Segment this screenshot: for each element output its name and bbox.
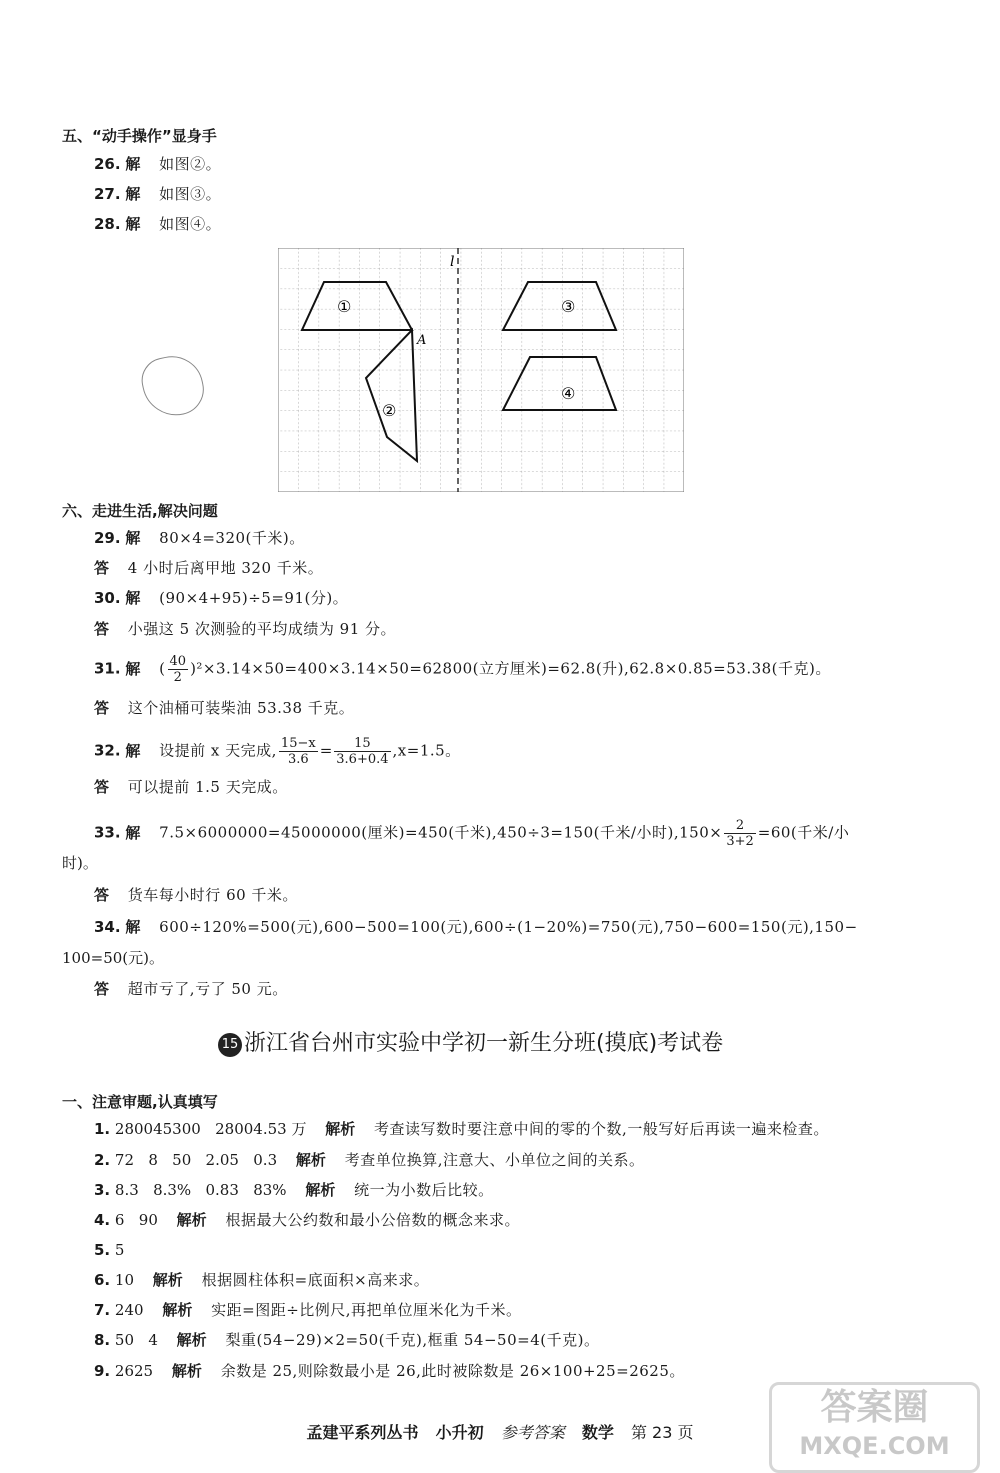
- watermark-url: MXQE.COM: [799, 1432, 950, 1460]
- item-number: 34.: [94, 918, 121, 936]
- item-number: 6.: [94, 1271, 111, 1289]
- fraction: [724, 818, 755, 849]
- answer-text: 如图③。: [159, 185, 222, 203]
- answer-text: 这个油桶可装柴油 53.38 千克。: [127, 699, 355, 717]
- exam-title: [218, 1026, 723, 1057]
- equals-sign: =: [319, 741, 333, 760]
- watermark-logo: [769, 1382, 980, 1473]
- analysis-text: 考查读写数时要注意中间的零的个数,一般写好后再读一遍来检查。: [374, 1120, 829, 1138]
- analysis-label: 解析: [176, 1331, 207, 1349]
- shape-3-label: ③: [561, 297, 576, 316]
- footer-page-number: 第 23 页: [630, 1423, 694, 1442]
- answer-30-answer: [94, 619, 396, 639]
- item-number: 33.: [94, 823, 121, 842]
- item-number: 31.: [94, 659, 121, 678]
- analysis-text: 考查单位换算,注意大、小单位之间的关系。: [344, 1151, 645, 1169]
- analysis-label: 解析: [171, 1362, 202, 1380]
- item-answer: 72 8 50 2.05 0.3: [114, 1151, 278, 1169]
- fraction: [279, 736, 318, 767]
- analysis-label: 解析: [176, 1211, 207, 1229]
- item-number: 32.: [94, 741, 121, 760]
- answer-label: 答: [94, 559, 110, 577]
- exam-item-1: [94, 1119, 829, 1139]
- answer-text: 如图④。: [159, 215, 222, 233]
- solution-text: )²×3.14×50=400×3.14×50=62800(立方厘米)=62.8(升),62.8×0.85=53.38(千克)。: [190, 659, 831, 678]
- item-number: 4.: [94, 1211, 111, 1229]
- answer-29-solution: [94, 528, 305, 548]
- analysis-text: 根据最大公约数和最小公倍数的概念来求。: [225, 1211, 520, 1229]
- denominator: 3.6+0.4: [336, 752, 389, 767]
- denominator: 3+2: [726, 834, 754, 849]
- answer-27: [94, 184, 221, 204]
- analysis-text: 余数是 25,则除数最小是 26,此时被除数是 26×100+25=2625。: [220, 1362, 685, 1380]
- item-answer: 50 4: [114, 1331, 158, 1349]
- exam-section1-heading: 一、注意审题,认真填写: [62, 1093, 218, 1111]
- analysis-text: 梨重(54−29)×2=50(千克),框重 54−50=4(千克)。: [225, 1331, 600, 1349]
- solution-label: 解: [125, 823, 141, 842]
- item-number: 2.: [94, 1151, 111, 1169]
- analysis-text: 实距=图距÷比例尺,再把单位厘米化为千米。: [211, 1301, 522, 1319]
- item-number: 27.: [94, 185, 121, 203]
- item-answer: 2625: [114, 1362, 154, 1380]
- answer-31-answer: [94, 698, 354, 718]
- item-number: 3.: [94, 1181, 111, 1199]
- shape-2-label: ②: [382, 401, 397, 420]
- footer-series: 孟建平系列丛书: [306, 1423, 419, 1442]
- numerator: 40: [169, 654, 187, 669]
- item-answer: 10: [114, 1271, 135, 1289]
- solution-text-post: ,x=1.5。: [392, 741, 461, 760]
- item-answer: 5: [114, 1241, 125, 1259]
- answer-33-answer: [94, 885, 298, 905]
- solution-label: 解: [125, 155, 141, 173]
- section6-heading: 六、走进生活,解决问题: [62, 502, 218, 520]
- section5-heading: 五、“动手操作”显身手: [62, 127, 217, 145]
- solution-text: 600÷120%=500(元),600−500=100(元),600÷(1−20%)=750(元),750−600=150(元),150−: [159, 918, 858, 936]
- item-number: 8.: [94, 1331, 111, 1349]
- grid-figure: [278, 248, 684, 492]
- answer-34-solution: [94, 917, 858, 937]
- footer-grade: 小升初: [435, 1423, 484, 1442]
- exam-item-3: [94, 1180, 494, 1200]
- item-answer: 8.3 8.3% 0.83 83%: [114, 1181, 287, 1199]
- answer-label: 答: [94, 699, 110, 717]
- footer-ref: 参考答案: [500, 1423, 565, 1442]
- answer-text: 4 小时后离甲地 320 千米。: [127, 559, 324, 577]
- answer-text: 货车每小时行 60 千米。: [127, 886, 298, 904]
- answer-label: 答: [94, 886, 110, 904]
- shape-4-label: ④: [561, 384, 576, 403]
- numerator: 2: [724, 818, 755, 834]
- solution-label: 解: [125, 215, 141, 233]
- solution-label: 解: [125, 589, 141, 607]
- shape-1-label: ①: [337, 297, 352, 316]
- analysis-label: 解析: [325, 1120, 356, 1138]
- analysis-text: 统一为小数后比较。: [354, 1181, 494, 1199]
- solution-label: 解: [125, 741, 141, 760]
- answer-32-solution: [94, 736, 461, 767]
- answer-text: 可以提前 1.5 天完成。: [127, 778, 288, 796]
- item-number: 7.: [94, 1301, 111, 1319]
- solution-text-post: =60(千米/小: [757, 823, 850, 842]
- item-number: 5.: [94, 1241, 111, 1259]
- axis-label: l: [450, 254, 455, 270]
- answer-text: 超市亏了,亏了 50 元。: [127, 980, 288, 998]
- numerator: 15: [334, 736, 390, 752]
- item-number: 1.: [94, 1120, 111, 1138]
- answer-text: 小强这 5 次测验的平均成绩为 91 分。: [127, 620, 397, 638]
- item-answer: 280045300 28004.53 万: [114, 1120, 307, 1138]
- analysis-label: 解析: [152, 1271, 183, 1289]
- fraction: [334, 736, 390, 767]
- answer-29-answer: [94, 558, 323, 578]
- answer-34-answer: [94, 979, 288, 999]
- exam-item-7: [94, 1300, 522, 1320]
- answer-26: [94, 154, 221, 174]
- point-a-label: A: [417, 333, 427, 348]
- solution-text-pre: 7.5×6000000=45000000(厘米)=450(千米),450÷3=150(千米/小时),150×: [159, 823, 723, 842]
- denominator: 3.6: [287, 752, 309, 767]
- solution-text: 80×4=320(千米)。: [159, 529, 305, 547]
- stamp-mark: [137, 350, 208, 421]
- item-number: 28.: [94, 215, 121, 233]
- analysis-text: 根据圆柱体积=底面积×高来求。: [201, 1271, 430, 1289]
- item-answer: 6 90: [114, 1211, 158, 1229]
- exam-number-badge: 15: [218, 1033, 242, 1057]
- answer-label: 答: [94, 980, 110, 998]
- solution-label: 解: [125, 659, 141, 678]
- paren-open: (: [159, 659, 166, 678]
- exam-item-6: [94, 1270, 429, 1290]
- answer-label: 答: [94, 778, 110, 796]
- answer-32-answer: [94, 777, 288, 797]
- solution-label: 解: [125, 918, 141, 936]
- solution-text: (90×4+95)÷5=91(分)。: [159, 589, 349, 607]
- fraction: [168, 654, 189, 685]
- exam-item-9: [94, 1361, 685, 1381]
- item-number: 9.: [94, 1362, 111, 1380]
- denominator: 2: [173, 670, 182, 685]
- answer-label: 答: [94, 620, 110, 638]
- analysis-label: 解析: [295, 1151, 326, 1169]
- exam-item-5: [94, 1240, 124, 1260]
- answer-33-solution: [94, 818, 849, 849]
- answer-34-continuation: 100=50(元)。: [62, 949, 164, 967]
- solution-label: 解: [125, 529, 141, 547]
- numerator: 15−x: [280, 736, 316, 751]
- exam-title-text: 浙江省台州市实验中学初一新生分班(摸底)考试卷: [244, 1031, 724, 1056]
- analysis-label: 解析: [162, 1301, 193, 1319]
- watermark-text: 答案圈: [820, 1387, 929, 1428]
- exam-item-4: [94, 1210, 520, 1230]
- item-number: 30.: [94, 589, 121, 607]
- item-answer: 240: [114, 1301, 144, 1319]
- analysis-label: 解析: [305, 1181, 336, 1199]
- solution-text-pre: 设提前 x 天完成,: [159, 741, 277, 760]
- item-number: 26.: [94, 155, 121, 173]
- answer-text: 如图②。: [159, 155, 222, 173]
- answer-30-solution: [94, 588, 348, 608]
- item-number: 29.: [94, 529, 121, 547]
- exam-item-2: [94, 1150, 644, 1170]
- footer-subject: 数学: [581, 1423, 614, 1442]
- answer-28: [94, 214, 221, 234]
- answer-31-solution: [94, 654, 831, 685]
- answer-33-continuation: 时)。: [62, 854, 98, 872]
- solution-label: 解: [125, 185, 141, 203]
- exam-item-8: [94, 1330, 599, 1350]
